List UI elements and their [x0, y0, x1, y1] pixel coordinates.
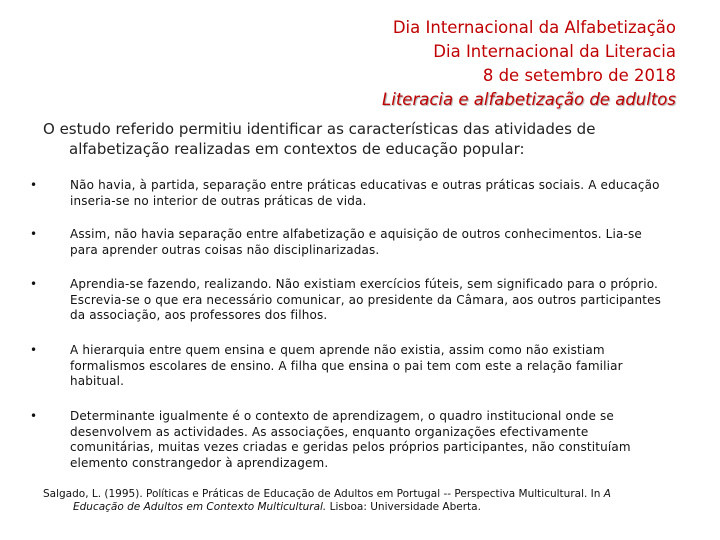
bullet-marker: • [30, 343, 38, 357]
bullet-item-3 [30, 277, 670, 324]
bullet-text: Determinante igualmente é o contexto de aprendizagem, o quadro institucional onde se desenvolvem as actividades. As associações, enquanto organizações efectivamente comunitárias, muitas vezes criadas e geridas pelos próprios participantes, não constituíam elemento constrangedor à aprendizagem. [70, 409, 631, 470]
bullet-item-2 [30, 227, 670, 258]
intro-line-1: O estudo referido permitiu identificar as características das atividades de [43, 120, 596, 138]
bullet-marker: • [30, 409, 38, 423]
reference-publisher: Lisboa: Universidade Aberta. [326, 501, 481, 513]
bullet-item-1 [30, 178, 670, 209]
header-line-2: Dia Internacional da Literacia [433, 42, 676, 61]
intro-paragraph [43, 119, 683, 159]
bullet-marker: • [30, 227, 38, 241]
bullet-item-4 [30, 343, 670, 390]
header-subtitle: Literacia e alfabetização de adultos [382, 90, 676, 109]
reference-italic-a: A [603, 488, 611, 500]
reference-book-title: Educação de Adultos em Contexto Multicultural. [73, 501, 327, 513]
slide-header [382, 16, 676, 112]
bullet-text: Aprendia-se fazendo, realizando. Não existiam exercícios fúteis, sem significado para o próprio. Escrevia-se o que era necessário comunicar, ao presidente da Câmara, aos outros participantes da associação, aos professores dos filhos. [70, 277, 662, 322]
intro-line-2: alfabetização realizadas em contextos de educação popular: [69, 140, 525, 158]
header-line-1: Dia Internacional da Alfabetização [392, 18, 676, 37]
reference-text: Salgado, L. (1995). Políticas e Práticas de Educação de Adultos em Portugal -- Perspectiva Multicultural. In [43, 488, 604, 500]
bullet-text: Assim, não havia separação entre alfabetização e aquisição de outros conhecimentos. Lia-se para aprender outras coisas não disciplinarizadas. [70, 227, 642, 257]
bullet-marker: • [30, 277, 38, 291]
reference-citation [43, 488, 683, 514]
bullet-text: A hierarquia entre quem ensina e quem aprende não existia, assim como não existiam formalismos escolares de ensino. A filha que ensina o pai tem com este a relação familiar habitual. [70, 343, 623, 388]
reference-continuation [43, 501, 683, 514]
bullet-item-5 [30, 409, 670, 471]
bullet-marker: • [30, 178, 38, 192]
bullet-text: Não havia, à partida, separação entre práticas educativas e outras práticas sociais. A educação inseria-se no interior de outras práticas de vida. [70, 178, 660, 208]
header-date: 8 de setembro de 2018 [482, 66, 676, 85]
